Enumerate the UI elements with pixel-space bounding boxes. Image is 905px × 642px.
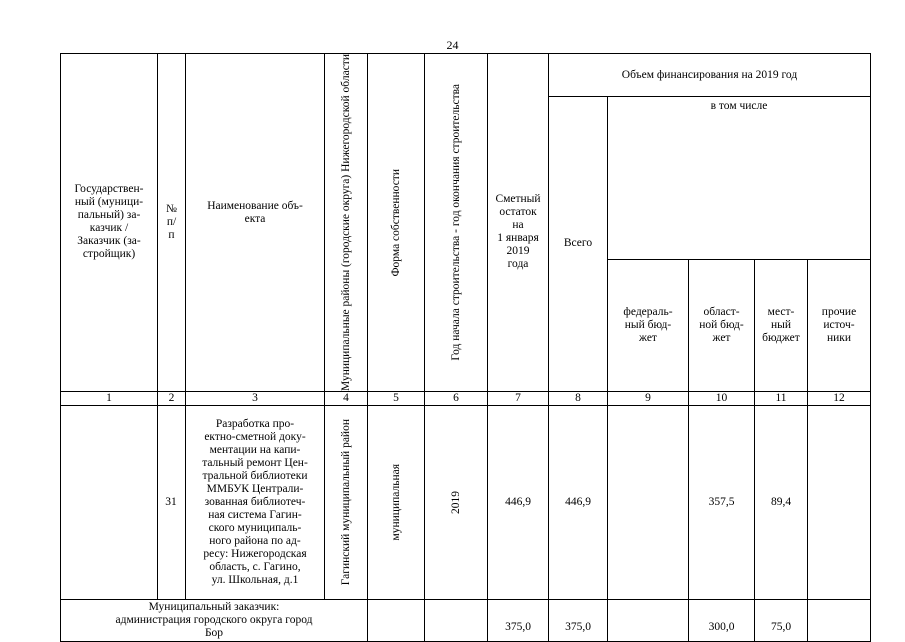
header-federal: федераль- ный бюд- жет [608,259,689,391]
column-number: 11 [755,391,808,405]
header-financing-total: Объем финансирования на 2019 год [549,54,871,97]
row-federal [608,405,689,599]
column-number: 10 [689,391,755,405]
table-row [61,405,871,599]
header-local: мест- ный бюджет [755,259,808,391]
row-regional: 357,5 [689,405,755,599]
column-number: 5 [368,391,425,405]
header-total: Всего [549,97,608,392]
header-object-name: Наименование объ- екта [186,54,325,392]
customer-regional: 300,0 [689,599,755,641]
column-number: 9 [608,391,689,405]
customer-local: 75,0 [755,599,808,641]
customer-cell-empty [61,405,158,599]
row-num: 31 [158,405,186,599]
header-customer: Государствен- ный (муници- пальный) за- казчик / Заказчик (за- стройщик) [61,54,158,392]
customer-row [61,599,871,641]
header-other: прочие источ- ники [808,259,871,391]
header-estimate-balance: Сметный остаток на 1 января 2019 года [488,54,549,392]
header-regional: област- ной бюд- жет [689,259,755,391]
row-estimate-balance: 446,9 [488,405,549,599]
customer-ownership-empty [368,599,425,641]
column-number: 4 [325,391,368,405]
column-number: 8 [549,391,608,405]
customer-federal [608,599,689,641]
row-year: 2019 [425,405,488,599]
row-district: Гагинский муниципальный район [325,405,368,599]
customer-estimate-balance: 375,0 [488,599,549,641]
page-number: 24 [446,38,459,52]
column-number: 6 [425,391,488,405]
customer-other [808,599,871,641]
financing-table [60,53,871,642]
row-total: 446,9 [549,405,608,599]
customer-total: 375,0 [549,599,608,641]
header-ownership: Форма собственности [368,54,425,392]
customer-label: Муниципальный заказчик: администрация городского округа город Бор [61,599,368,641]
column-numbers-row [61,391,871,405]
row-other [808,405,871,599]
row-local: 89,4 [755,405,808,599]
column-number: 3 [186,391,325,405]
column-number: 1 [61,391,158,405]
header-num: № п/ п [158,54,186,392]
column-number: 2 [158,391,186,405]
header-years: Год начала строительства - год окончания строительства [425,54,488,392]
column-number: 7 [488,391,549,405]
header-including: в том числе [608,97,871,260]
row-ownership: муниципальная [368,405,425,599]
row-object-name: Разработка про- ектно-сметной доку- ментации на капи- тальный ремонт Цен- тральной библиотеки ММБУК Централи- зованная библиотеч- ная система Гагин- ского муниципаль- ного района по ад- ресу: Нижегородская область, с. Гагино, ул. Школьная, д.1 [186,405,325,599]
column-number: 12 [808,391,871,405]
header-districts: Муниципальные районы (городские округа) Нижегородской области [325,54,368,392]
customer-year-empty [425,599,488,641]
